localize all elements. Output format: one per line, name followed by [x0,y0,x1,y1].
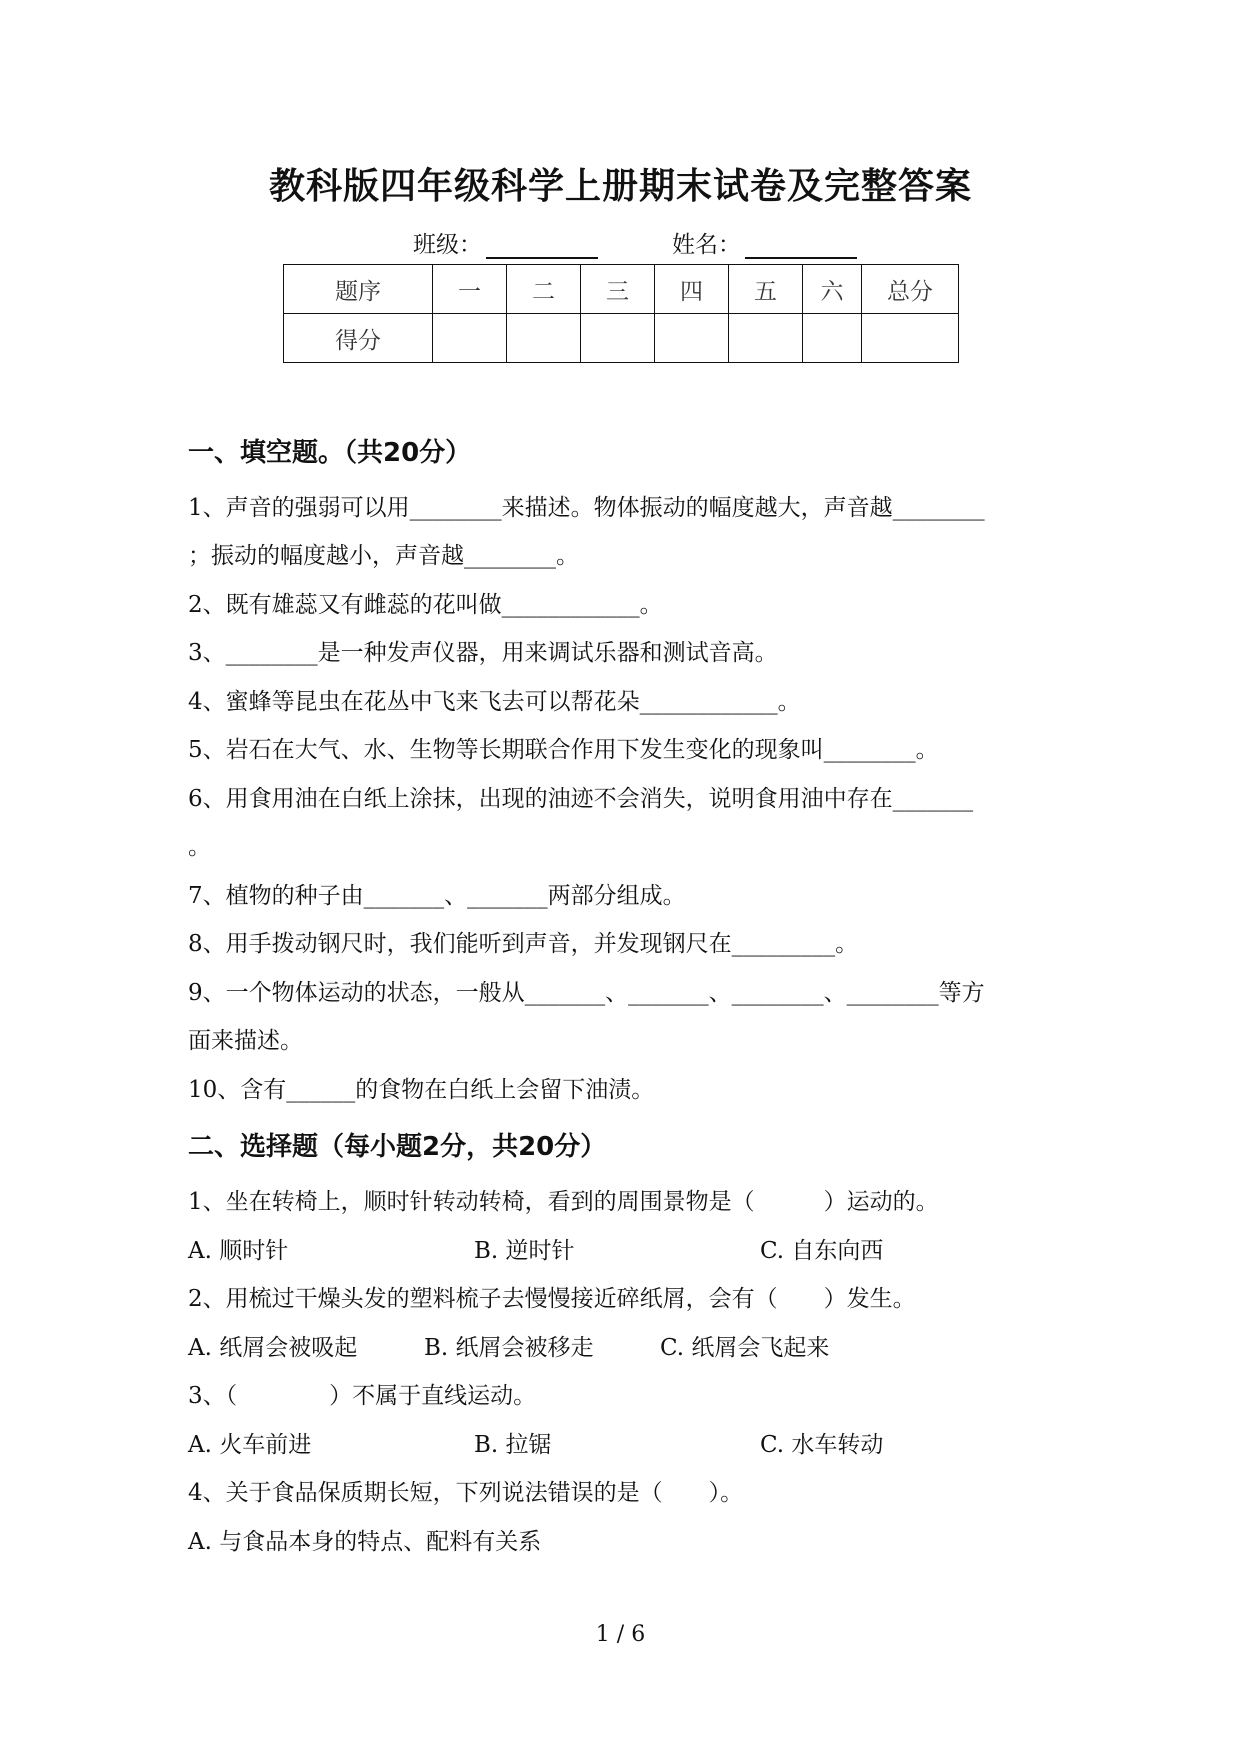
option-b: B. 拉锯 [474,1432,552,1458]
name-field [672,226,857,259]
table-cell: 四 [655,265,729,314]
table-cell: 二 [507,265,581,314]
table-cell [862,314,959,363]
question-line: 面来描述。 [188,1028,303,1054]
table-cell: 题序 [284,265,433,314]
table-cell: 三 [581,265,655,314]
table-cell [581,314,655,363]
question-line: 2、既有雄蕊又有雌蕊的花叫做____________。 [188,592,663,618]
score-table-score-row [284,314,959,363]
question-line: 4、关于食品保质期长短，下列说法错误的是（ ）。 [188,1480,744,1506]
table-cell: 五 [729,265,803,314]
name-label: 姓名： [672,232,741,258]
class-blank [486,233,598,259]
question-line: 8、用手拨动钢尺时，我们能听到声音，并发现钢尺在_________。 [188,931,859,957]
question-line: ；振动的幅度越小，声音越________。 [188,543,579,569]
question-line: 5、岩石在大气、水、生物等长期联合作用下发生变化的现象叫________。 [188,737,939,763]
question-line: 6、用食用油在白纸上涂抹，出现的油迹不会消失，说明食用油中存在_______ [188,786,974,812]
score-table-header-row [284,265,959,314]
page-title: 教科版四年级科学上册期末试卷及完整答案 [268,166,972,207]
table-cell [729,314,803,363]
section-1-heading: 一、填空题。（共20分） [188,438,472,468]
table-cell [507,314,581,363]
section-2-heading: 二、选择题（每小题2分，共20分） [188,1132,607,1162]
option-c: C. 自东向西 [760,1238,884,1264]
table-cell: 总分 [862,265,959,314]
table-cell: 一 [433,265,507,314]
option-a: A. 与食品本身的特点、配料有关系 [188,1529,542,1555]
option-a: A. 火车前进 [188,1432,312,1458]
table-cell: 得分 [284,314,433,363]
question-line: 。 [188,834,211,860]
question-line: 4、蜜蜂等昆虫在花丛中飞来飞去可以帮花朵____________。 [188,689,801,715]
class-label: 班级： [413,232,482,258]
option-b: B. 逆时针 [474,1238,575,1264]
question-line: 2、用梳过干燥头发的塑料梳子去慢慢接近碎纸屑，会有（ ）发生。 [188,1286,916,1312]
question-line: 7、植物的种子由_______、_______两部分组成。 [188,883,686,909]
question-line: 9、一个物体运动的状态，一般从_______、_______、________、________等方 [188,980,985,1006]
question-line: 1、声音的强弱可以用________来描述。物体振动的幅度越大，声音越________ [188,495,985,521]
question-line: 1、坐在转椅上，顺时针转动转椅，看到的周围景物是（ ）运动的。 [188,1189,939,1215]
table-cell [655,314,729,363]
table-cell [803,314,862,363]
table-cell [433,314,507,363]
option-c: C. 水车转动 [760,1432,884,1458]
score-table [283,264,959,363]
page-number: 1 / 6 [595,1622,646,1647]
option-a: A. 纸屑会被吸起 [188,1335,358,1361]
option-b: B. 纸屑会被移走 [424,1335,594,1361]
name-blank [745,233,857,259]
option-a: A. 顺时针 [188,1238,289,1264]
question-line: 3、（ ）不属于直线运动。 [188,1383,537,1409]
question-line: 3、________是一种发声仪器，用来调试乐器和测试音高。 [188,640,778,666]
question-line: 10、含有______的食物在白纸上会留下油渍。 [188,1077,655,1103]
table-cell: 六 [803,265,862,314]
option-c: C. 纸屑会飞起来 [660,1335,830,1361]
class-field [413,226,598,259]
